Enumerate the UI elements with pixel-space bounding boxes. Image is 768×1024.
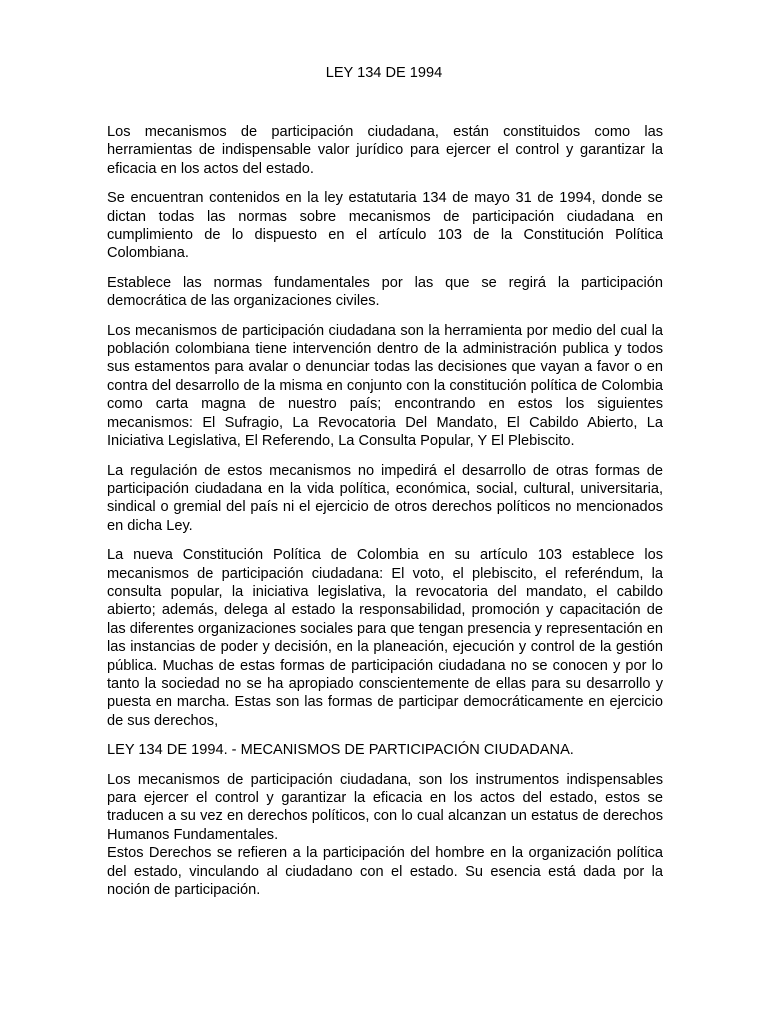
paragraph: La nueva Constitución Política de Colombia en su artículo 103 establece los mecanismos de participación ciudadana: El voto, el plebiscito, el referéndum, la consulta popular, la iniciativa legislativa, la revocatoria del mandato, el cabildo abierto; además, delega al estado la responsabilidad, promoción y capacitación de las diferentes organizaciones sociales para que tengan presencia y representación en las instancias de poder y decisión, en la planeación, ejecución y control de la gestión pública. Muchas de estas formas de participación ciudadana no se conocen y por lo tanto la sociedad no se ha apropiado conscientemente de ellas para su desarrollo y puesta en marcha. Estas son las formas de participar democráticamente en ejercicio de sus derechos, xyxy=(107,547,663,729)
paragraph: Los mecanismos de participación ciudadana, están constituidos como las herramientas de indispensable valor jurídico para ejercer el control y garantizar la eficacia en los actos del estado. xyxy=(107,124,663,177)
document-body xyxy=(107,123,663,899)
paragraph: Establece las normas fundamentales por las que se regirá la participación democrática de las organizaciones civiles. xyxy=(107,274,663,310)
paragraph: Estos Derechos se refieren a la participación del hombre en la organización política del estado, vinculando al ciudadano con el estado. Su esencia está dada por la noción de participación. xyxy=(107,845,663,899)
paragraph: La regulación de estos mecanismos no impedirá el desarrollo de otras formas de participación ciudadana en la vida política, económica, social, cultural, universitaria, sindical o gremial del país ni el ejercicio de otros derechos políticos no mencionados en dicha Ley. xyxy=(107,462,663,534)
section-heading: LEY 134 DE 1994. - MECANISMOS DE PARTICIPACIÓN CIUDADANA. xyxy=(107,742,574,759)
paragraph: Se encuentran contenidos en la ley estatutaria 134 de mayo 31 de 1994, donde se dictan todas las normas sobre mecanismos de participación ciudadana en cumplimiento de lo dispuesto en el artículo 103 de la Constitución Política Colombiana. xyxy=(107,190,663,262)
paragraph: Los mecanismos de participación ciudadana, son los instrumentos indispensables para ejercer el control y garantizar la eficacia en los actos del estado, estos se traducen a su vez en derechos políticos, con lo cual alcanzan un estatus de derechos Humanos Fundamentales. xyxy=(107,771,663,843)
paragraph: Los mecanismos de participación ciudadana son la herramienta por medio del cual la población colombiana tiene intervención dentro de la administración publica y todos sus estamentos para avalar o denunciar todas las decisiones que vayan a favor o en contra del desarrollo de la misma en conjunto con la constitución política de Colombia como carta magna de nuestro país; encontrando en estos los siguientes mecanismos: El Sufragio, La Revocatoria Del Mandato, El Cabildo Abierto, La Iniciativa Legislativa, El Referendo, La Consulta Popular, Y El Plebiscito. xyxy=(107,322,663,450)
document-title: LEY 134 DE 1994 xyxy=(325,65,443,81)
